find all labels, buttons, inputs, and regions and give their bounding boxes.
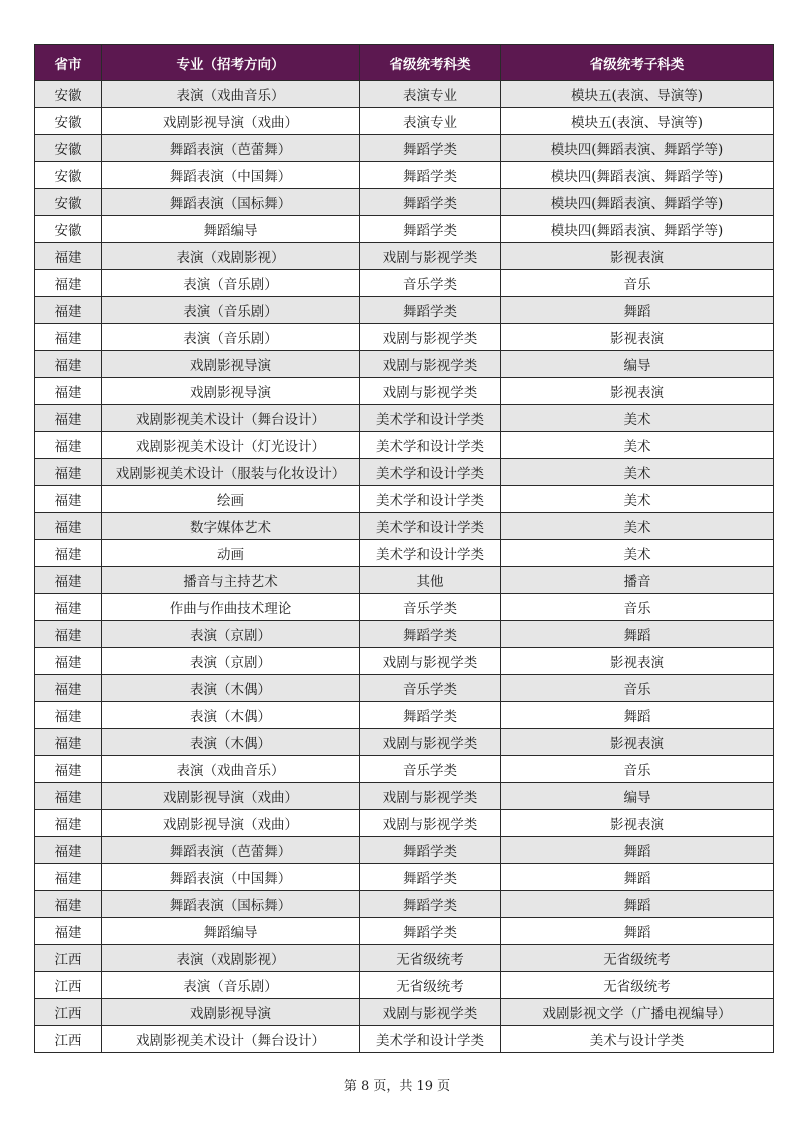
header-exam-subcategory: 省级统考子科类	[501, 45, 774, 81]
cell-exam-subcategory: 美术	[501, 405, 774, 432]
cell-province: 江西	[35, 1026, 102, 1053]
cell-province: 福建	[35, 702, 102, 729]
cell-exam-subcategory: 舞蹈	[501, 621, 774, 648]
cell-province: 福建	[35, 540, 102, 567]
cell-province: 福建	[35, 783, 102, 810]
cell-exam-category: 戏剧与影视学类	[360, 729, 501, 756]
table-row	[35, 432, 774, 459]
cell-province: 福建	[35, 567, 102, 594]
cell-exam-subcategory: 模块四(舞蹈表演、舞蹈学等)	[501, 189, 774, 216]
cell-exam-subcategory: 编导	[501, 351, 774, 378]
cell-province: 福建	[35, 891, 102, 918]
table-row	[35, 864, 774, 891]
table-row	[35, 513, 774, 540]
cell-province: 福建	[35, 432, 102, 459]
cell-major: 表演（戏曲音乐）	[102, 81, 360, 108]
cell-major: 戏剧影视美术设计（舞台设计）	[102, 1026, 360, 1053]
cell-major: 表演（木偶）	[102, 675, 360, 702]
cell-exam-subcategory: 模块五(表演、导演等)	[501, 108, 774, 135]
table-row	[35, 675, 774, 702]
table-row	[35, 270, 774, 297]
cell-province: 江西	[35, 972, 102, 999]
table-row	[35, 891, 774, 918]
cell-exam-subcategory: 无省级统考	[501, 972, 774, 999]
table-row	[35, 216, 774, 243]
cell-province: 福建	[35, 837, 102, 864]
cell-exam-subcategory: 影视表演	[501, 729, 774, 756]
cell-province: 福建	[35, 486, 102, 513]
cell-province: 福建	[35, 405, 102, 432]
cell-major: 戏剧影视导演	[102, 351, 360, 378]
page-footer: 第 8 页，共 19 页	[343, 1079, 451, 1094]
cell-province: 江西	[35, 999, 102, 1026]
cell-exam-subcategory: 舞蹈	[501, 864, 774, 891]
cell-major: 舞蹈编导	[102, 918, 360, 945]
cell-exam-category: 戏剧与影视学类	[360, 783, 501, 810]
table-body	[35, 81, 774, 1053]
table-row	[35, 81, 774, 108]
cell-exam-subcategory: 戏剧影视文学（广播电视编导）	[501, 999, 774, 1026]
table-row	[35, 351, 774, 378]
cell-exam-category: 舞蹈学类	[360, 837, 501, 864]
cell-exam-subcategory: 模块四(舞蹈表演、舞蹈学等)	[501, 162, 774, 189]
table-row	[35, 108, 774, 135]
cell-major: 作曲与作曲技术理论	[102, 594, 360, 621]
cell-exam-category: 戏剧与影视学类	[360, 999, 501, 1026]
cell-exam-subcategory: 舞蹈	[501, 837, 774, 864]
table-row	[35, 810, 774, 837]
table-row	[35, 648, 774, 675]
cell-province: 福建	[35, 648, 102, 675]
table-row	[35, 972, 774, 999]
cell-province: 福建	[35, 378, 102, 405]
cell-exam-category: 戏剧与影视学类	[360, 648, 501, 675]
cell-exam-category: 舞蹈学类	[360, 621, 501, 648]
cell-major: 数字媒体艺术	[102, 513, 360, 540]
cell-province: 福建	[35, 918, 102, 945]
cell-exam-category: 舞蹈学类	[360, 135, 501, 162]
cell-major: 舞蹈表演（芭蕾舞）	[102, 135, 360, 162]
cell-major: 表演（戏剧影视）	[102, 243, 360, 270]
cell-exam-subcategory: 美术与设计学类	[501, 1026, 774, 1053]
cell-major: 戏剧影视导演（戏曲）	[102, 810, 360, 837]
table-row	[35, 594, 774, 621]
cell-province: 福建	[35, 459, 102, 486]
cell-major: 表演（京剧）	[102, 648, 360, 675]
table-row	[35, 702, 774, 729]
table-row	[35, 405, 774, 432]
table-row	[35, 756, 774, 783]
table-row	[35, 459, 774, 486]
cell-province: 江西	[35, 945, 102, 972]
header-exam-category: 省级统考科类	[360, 45, 501, 81]
cell-exam-subcategory: 美术	[501, 459, 774, 486]
cell-exam-subcategory: 音乐	[501, 270, 774, 297]
cell-exam-subcategory: 播音	[501, 567, 774, 594]
cell-exam-category: 美术学和设计学类	[360, 486, 501, 513]
cell-province: 福建	[35, 324, 102, 351]
cell-major: 舞蹈表演（国标舞）	[102, 189, 360, 216]
cell-exam-subcategory: 音乐	[501, 594, 774, 621]
cell-province: 安徽	[35, 162, 102, 189]
cell-exam-category: 戏剧与影视学类	[360, 243, 501, 270]
table-row	[35, 540, 774, 567]
cell-exam-category: 戏剧与影视学类	[360, 810, 501, 837]
cell-exam-subcategory: 影视表演	[501, 324, 774, 351]
cell-province: 安徽	[35, 135, 102, 162]
cell-province: 福建	[35, 243, 102, 270]
cell-major: 舞蹈表演（国标舞）	[102, 891, 360, 918]
cell-exam-subcategory: 影视表演	[501, 648, 774, 675]
cell-major: 动画	[102, 540, 360, 567]
cell-major: 表演（戏剧影视）	[102, 945, 360, 972]
cell-province: 福建	[35, 513, 102, 540]
cell-exam-subcategory: 影视表演	[501, 810, 774, 837]
cell-exam-subcategory: 舞蹈	[501, 918, 774, 945]
cell-major: 绘画	[102, 486, 360, 513]
cell-exam-category: 表演专业	[360, 81, 501, 108]
cell-exam-category: 美术学和设计学类	[360, 459, 501, 486]
cell-exam-subcategory: 舞蹈	[501, 891, 774, 918]
cell-province: 安徽	[35, 81, 102, 108]
cell-exam-category: 无省级统考	[360, 945, 501, 972]
cell-province: 安徽	[35, 216, 102, 243]
cell-province: 福建	[35, 351, 102, 378]
cell-exam-category: 戏剧与影视学类	[360, 351, 501, 378]
table-row	[35, 162, 774, 189]
cell-province: 福建	[35, 810, 102, 837]
cell-exam-subcategory: 音乐	[501, 756, 774, 783]
cell-exam-category: 音乐学类	[360, 270, 501, 297]
cell-major: 表演（音乐剧）	[102, 297, 360, 324]
cell-province: 福建	[35, 864, 102, 891]
cell-major: 播音与主持艺术	[102, 567, 360, 594]
cell-exam-category: 音乐学类	[360, 675, 501, 702]
cell-exam-subcategory: 音乐	[501, 675, 774, 702]
cell-province: 福建	[35, 756, 102, 783]
table-row	[35, 783, 774, 810]
table-row	[35, 189, 774, 216]
majors-table	[34, 44, 774, 1053]
cell-exam-category: 音乐学类	[360, 756, 501, 783]
cell-exam-category: 美术学和设计学类	[360, 405, 501, 432]
cell-exam-subcategory: 美术	[501, 486, 774, 513]
cell-exam-category: 戏剧与影视学类	[360, 378, 501, 405]
cell-exam-category: 美术学和设计学类	[360, 1026, 501, 1053]
cell-exam-subcategory: 舞蹈	[501, 702, 774, 729]
cell-exam-subcategory: 影视表演	[501, 378, 774, 405]
cell-major: 舞蹈表演（中国舞）	[102, 864, 360, 891]
cell-province: 福建	[35, 675, 102, 702]
cell-province: 安徽	[35, 108, 102, 135]
cell-major: 表演（音乐剧）	[102, 324, 360, 351]
cell-province: 福建	[35, 621, 102, 648]
cell-major: 表演（音乐剧）	[102, 270, 360, 297]
cell-exam-subcategory: 美术	[501, 432, 774, 459]
cell-exam-subcategory: 编导	[501, 783, 774, 810]
table-row	[35, 621, 774, 648]
cell-province: 安徽	[35, 189, 102, 216]
cell-exam-subcategory: 无省级统考	[501, 945, 774, 972]
cell-exam-category: 其他	[360, 567, 501, 594]
table-row	[35, 135, 774, 162]
cell-exam-category: 舞蹈学类	[360, 216, 501, 243]
cell-province: 福建	[35, 729, 102, 756]
cell-exam-category: 美术学和设计学类	[360, 540, 501, 567]
cell-major: 舞蹈编导	[102, 216, 360, 243]
cell-major: 表演（戏曲音乐）	[102, 756, 360, 783]
cell-exam-category: 表演专业	[360, 108, 501, 135]
table-row	[35, 1026, 774, 1053]
cell-exam-subcategory: 模块四(舞蹈表演、舞蹈学等)	[501, 216, 774, 243]
table-row	[35, 243, 774, 270]
cell-exam-category: 舞蹈学类	[360, 891, 501, 918]
cell-major: 表演（京剧）	[102, 621, 360, 648]
table-row	[35, 945, 774, 972]
cell-exam-category: 戏剧与影视学类	[360, 324, 501, 351]
cell-exam-subcategory: 美术	[501, 513, 774, 540]
cell-exam-category: 音乐学类	[360, 594, 501, 621]
table-row	[35, 837, 774, 864]
cell-major: 表演（木偶）	[102, 729, 360, 756]
cell-exam-category: 美术学和设计学类	[360, 513, 501, 540]
cell-exam-category: 无省级统考	[360, 972, 501, 999]
header-province: 省市	[35, 45, 102, 81]
cell-exam-subcategory: 美术	[501, 540, 774, 567]
cell-major: 戏剧影视导演	[102, 999, 360, 1026]
table-header-row	[35, 45, 774, 81]
cell-province: 福建	[35, 270, 102, 297]
cell-major: 戏剧影视导演（戏曲）	[102, 783, 360, 810]
cell-exam-subcategory: 影视表演	[501, 243, 774, 270]
cell-major: 表演（木偶）	[102, 702, 360, 729]
table-row	[35, 378, 774, 405]
cell-major: 戏剧影视美术设计（舞台设计）	[102, 405, 360, 432]
cell-exam-category: 美术学和设计学类	[360, 432, 501, 459]
cell-major: 戏剧影视导演	[102, 378, 360, 405]
cell-major: 戏剧影视美术设计（灯光设计）	[102, 432, 360, 459]
cell-exam-subcategory: 模块四(舞蹈表演、舞蹈学等)	[501, 135, 774, 162]
cell-major: 戏剧影视导演（戏曲）	[102, 108, 360, 135]
cell-exam-subcategory: 舞蹈	[501, 297, 774, 324]
cell-major: 舞蹈表演（中国舞）	[102, 162, 360, 189]
cell-exam-category: 舞蹈学类	[360, 297, 501, 324]
cell-exam-category: 舞蹈学类	[360, 189, 501, 216]
table-row	[35, 324, 774, 351]
cell-exam-category: 舞蹈学类	[360, 702, 501, 729]
cell-province: 福建	[35, 594, 102, 621]
table-row	[35, 567, 774, 594]
table-row	[35, 297, 774, 324]
cell-major: 表演（音乐剧）	[102, 972, 360, 999]
table-row	[35, 918, 774, 945]
cell-exam-subcategory: 模块五(表演、导演等)	[501, 81, 774, 108]
table-row	[35, 486, 774, 513]
cell-exam-category: 舞蹈学类	[360, 162, 501, 189]
cell-exam-category: 舞蹈学类	[360, 918, 501, 945]
table-row	[35, 999, 774, 1026]
table-row	[35, 729, 774, 756]
cell-province: 福建	[35, 297, 102, 324]
cell-exam-category: 舞蹈学类	[360, 864, 501, 891]
cell-major: 舞蹈表演（芭蕾舞）	[102, 837, 360, 864]
cell-major: 戏剧影视美术设计（服装与化妆设计）	[102, 459, 360, 486]
header-major: 专业（招考方向）	[102, 45, 360, 81]
